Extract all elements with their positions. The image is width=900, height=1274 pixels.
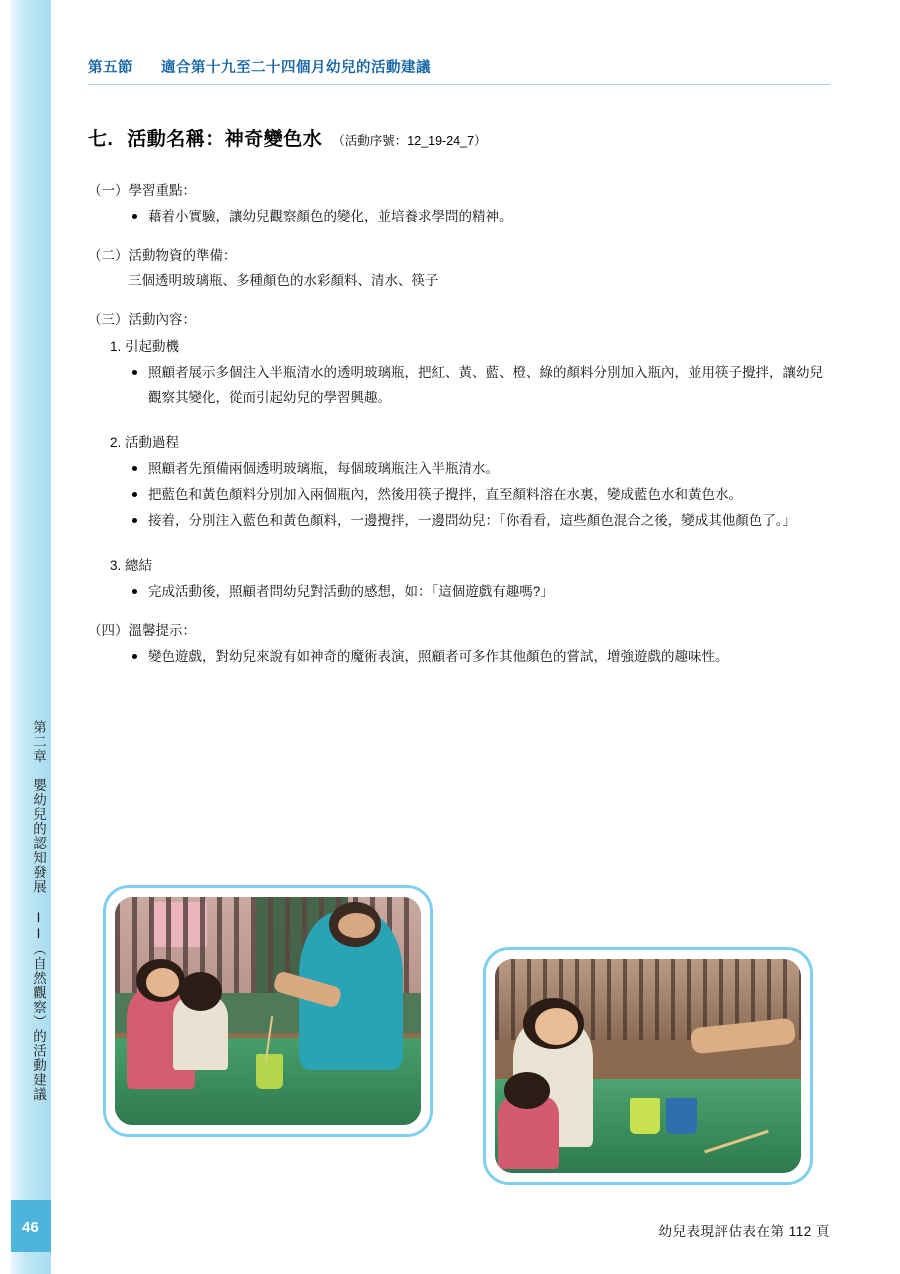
section-tips xyxy=(88,618,833,669)
list-item: 藉着小實驗，讓幼兒觀察顏色的變化，並培養求學問的精神。 xyxy=(132,204,833,229)
section-header xyxy=(88,56,431,77)
activity-number: 七. xyxy=(88,129,114,150)
list-item: 接着，分別注入藍色和黃色顏料，一邊攪拌，一邊問幼兒：「你看看，這些顏色混合之後，變成其他顏色了。」 xyxy=(132,508,833,533)
step-2-list xyxy=(88,456,833,533)
spacer xyxy=(88,608,833,618)
list-item: 照顧者先預備兩個透明玻璃瓶，每個玻璃瓶注入半瓶清水。 xyxy=(132,456,833,481)
header-divider xyxy=(88,84,830,85)
chapter-side-label: 第二章 嬰幼兒的認知發展 II（自然觀察）的活動建議 xyxy=(31,720,46,1102)
activity-name: 活動名稱：神奇變色水 xyxy=(127,129,323,150)
section-learning-focus xyxy=(88,178,833,229)
step-label: 2. 活動過程 xyxy=(110,435,180,450)
tips-list xyxy=(88,644,833,669)
activity-code: （活動序號：12_19-24_7） xyxy=(332,134,487,148)
activity-photo-1-image xyxy=(115,897,421,1125)
chapter-side-tab xyxy=(0,0,62,1274)
document-body xyxy=(88,178,833,673)
footer-note: 幼兒表現評估表在第 112 頁 xyxy=(658,1224,830,1239)
materials-heading: （二）活動物資的準備： xyxy=(88,248,237,263)
section-label: 第五節 xyxy=(88,60,133,76)
activity-content-heading: （三）活動內容： xyxy=(88,312,196,327)
activity-photo-1 xyxy=(103,885,433,1137)
tips-heading: （四）溫馨提示： xyxy=(88,623,196,638)
section-materials xyxy=(88,243,833,293)
list-item: 照顧者展示多個注入半瓶清水的透明玻璃瓶，把紅、黃、藍、橙、綠的顏料分別加入瓶內，並用筷子攪拌，讓幼兒觀察其變化，從而引起幼兒的學習興趣。 xyxy=(132,360,833,410)
photo-group xyxy=(88,885,833,1185)
step-1-list xyxy=(88,360,833,410)
section-activity-content xyxy=(88,307,833,604)
learning-focus-heading: （一）學習重點： xyxy=(88,183,196,198)
activity-photo-2-image xyxy=(495,959,801,1173)
step-3-list xyxy=(88,579,833,604)
spacer xyxy=(88,233,833,243)
page-number: 46 xyxy=(22,1219,39,1236)
step-label: 3. 總結 xyxy=(110,558,153,573)
page-title xyxy=(88,124,487,151)
spacer xyxy=(88,410,833,428)
learning-focus-list xyxy=(88,204,833,229)
step-label: 1. 引起動機 xyxy=(110,339,180,354)
activity-photo-2 xyxy=(483,947,813,1185)
section-title: 適合第十九至二十四個月幼兒的活動建議 xyxy=(161,60,431,76)
materials-text: 三個透明玻璃瓶、多種顏色的水彩顏料、清水、筷子 xyxy=(128,273,439,288)
list-item: 變色遊戲，對幼兒來說有如神奇的魔術表演，照顧者可多作其他顏色的嘗試，增強遊戲的趣味性。 xyxy=(132,644,833,669)
spacer xyxy=(88,533,833,551)
list-item: 完成活動後，照顧者問幼兒對活動的感想，如：「這個遊戲有趣嗎?」 xyxy=(132,579,833,604)
list-item: 把藍色和黃色顏料分別加入兩個瓶內，然後用筷子攪拌，直至顏料溶在水裏，變成藍色水和黃色水。 xyxy=(132,482,833,507)
spacer xyxy=(88,297,833,307)
